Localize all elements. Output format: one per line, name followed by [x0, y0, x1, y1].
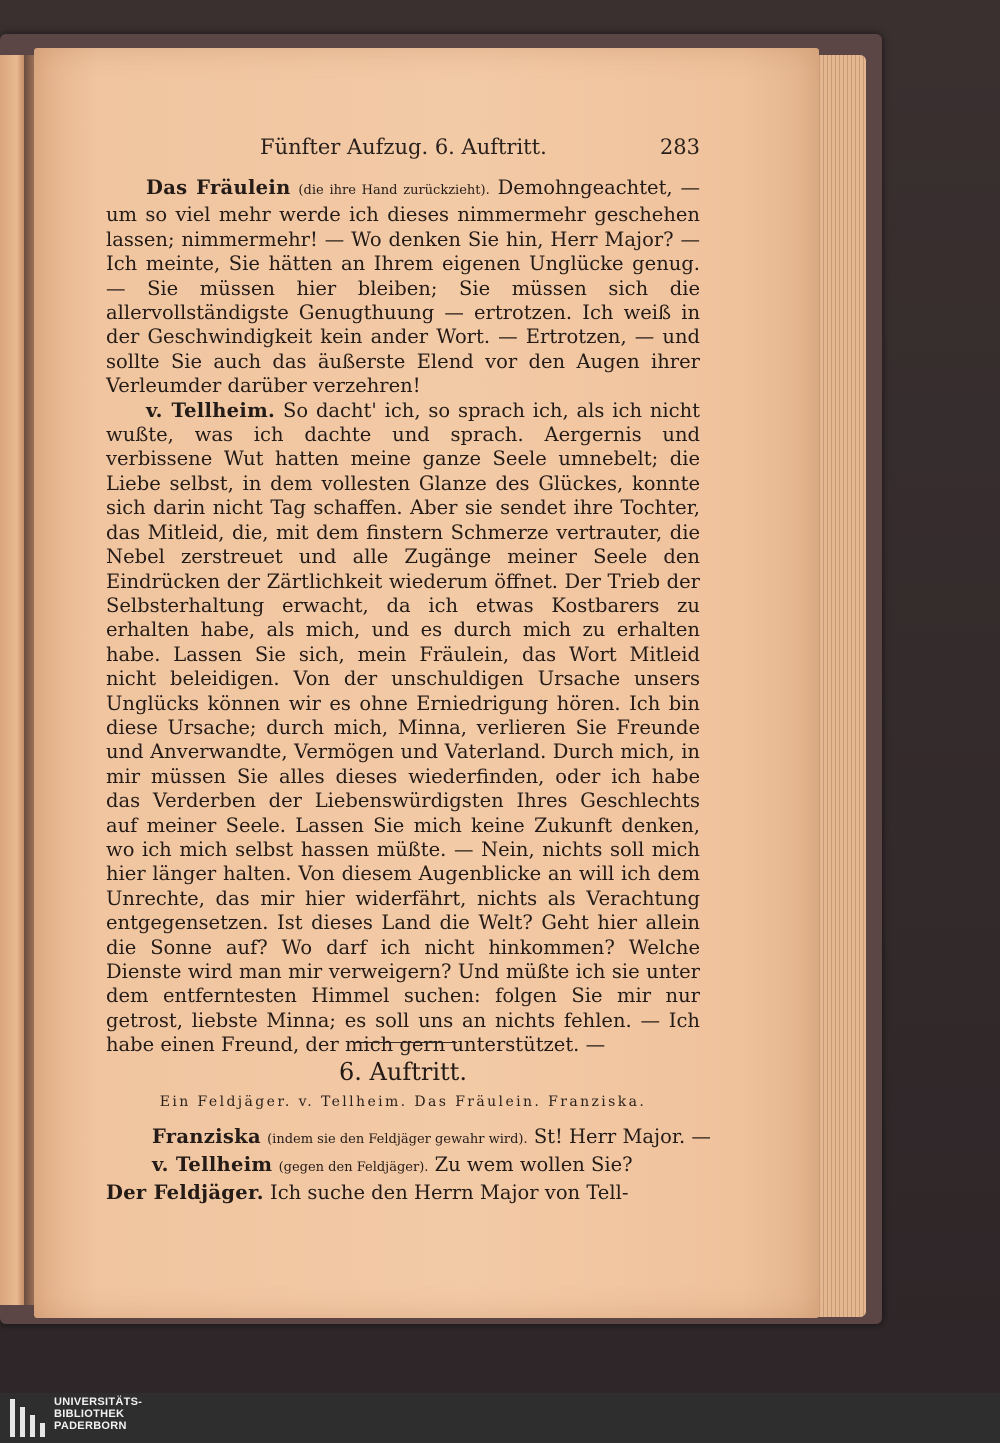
dialog-line: [152, 1152, 700, 1180]
dialog-lines: [106, 1124, 711, 1205]
speech-text: Ich suche den Herrn Major von Tell-: [263, 1181, 629, 1204]
speaker-name: Der Feldjäger.: [106, 1181, 264, 1204]
speech-text: Demohngeachtet, — um so viel mehr werde ich dieses nimmermehr geschehen lassen; nimmermehr! — Wo denken Sie hin, Herr Major? — Ich meinte, Sie hätten an Ihrem eigenen Unglücke genug. — Sie müssen hier bleiben; Sie müssen sich die allervollständigste Genugthuung — ertrotzen. Ich weiß in der Geschwindigkeit kein ander Wort. — Ertrotzen, — und sollte Sie auch das äußerste Elend vor den Augen ihrer Verleumder darüber verzehren!: [106, 176, 700, 398]
library-name: UNIVERSITÄTS- BIBLIOTHEK PADERBORN: [54, 1396, 143, 1432]
speech-text: St! Herr Major. —: [527, 1125, 711, 1148]
running-head: [260, 135, 700, 165]
library-logo-icon: [10, 1399, 48, 1437]
speaker-name: v. Tellheim.: [146, 398, 276, 422]
speech-text: So dacht' ich, so sprach ich, als ich nicht wußte, was ich dachte und sprach. Aergernis und verbissene Wut hatten meine ganze Seele umnebelt; die Liebe selbst, in dem vollesten Glanze des Glückes, konnte sich darin nicht Tag schaffen. Aber sie sendet ihre Tochter, das Mitleid, die, mit dem finstern Schmerze vertrauter, die Nebel zerstreuet und alle Zugänge meiner Seele den Eindrücken der Zärtlichkeit wiederum öffnet. Der Trieb der Selbsterhaltung erwacht, da ich etwas Kostbarers zu erhalten habe, als mich, und es durch mich zu erhalten habe. Lassen Sie sich, mein Fräulein, das Wort Mitleid nicht beleidigen. Von der unschuldigen Ursache unsers Unglücks können wir es ohne Erniedrigung hören. Ich bin diese Ursache; durch mich, Minna, verlieren Sie Freunde und Anverwandte, Vermögen und Vaterland. Durch mich, in mir müssen Sie alles dieses wiederfinden, oder ich habe das Verderben der Liebenswürdigsten Ihres Geschlechts auf meiner Seele. Lassen Sie mich keine Zukunft denken, wo ich mich selbst hassen müßte. — Nein, nichts soll mich hier länger halten. Von diesem Augenblicke an will ich dem Unrechte, das mir hier widerfährt, nichts als Verachtung entgegensetzen. Ist dieses Land die Welt? Geht hier allein die Sonne auf? Wo darf ich nicht hinkommen? Welche Dienste wird man mir verweigern? Und müßte ich sie unter dem entferntesten Himmel suchen: folgen Sie mir nur getrost, liebste Minna; es soll uns an nichts fehlen. — Ich habe einen Freund, der mich gern unterstützet. —: [106, 398, 700, 1057]
cast-list: Ein Feldjäger. v. Tellheim. Das Fräulein. Franziska.: [159, 1094, 647, 1110]
dialog-line: [106, 1180, 700, 1205]
stage-direction: (die ihre Hand zurückzieht).: [298, 183, 490, 198]
main-text: [106, 176, 700, 1058]
paragraph-fraulein: [106, 176, 700, 399]
speech-text: Zu wem wollen Sie?: [428, 1153, 633, 1176]
section-rule: [355, 1042, 457, 1043]
page-number: 283: [659, 135, 700, 159]
scene-heading: 6. Auftritt.: [339, 1058, 467, 1086]
previous-page-edge: [0, 55, 24, 1305]
running-title: Fünfter Aufzug. 6. Auftritt.: [260, 135, 547, 159]
stage-direction: (gegen den Feldjäger).: [278, 1160, 429, 1175]
speaker-name: Das Fräulein: [146, 176, 291, 199]
speaker-name: v. Tellheim: [152, 1153, 273, 1176]
speaker-name: Franziska: [152, 1125, 261, 1148]
dialog-line: [152, 1124, 711, 1152]
paragraph-tellheim: [106, 399, 700, 1058]
stage-direction: (indem sie den Feldjäger gewahr wird).: [267, 1132, 528, 1147]
library-footer: [0, 1393, 1000, 1443]
